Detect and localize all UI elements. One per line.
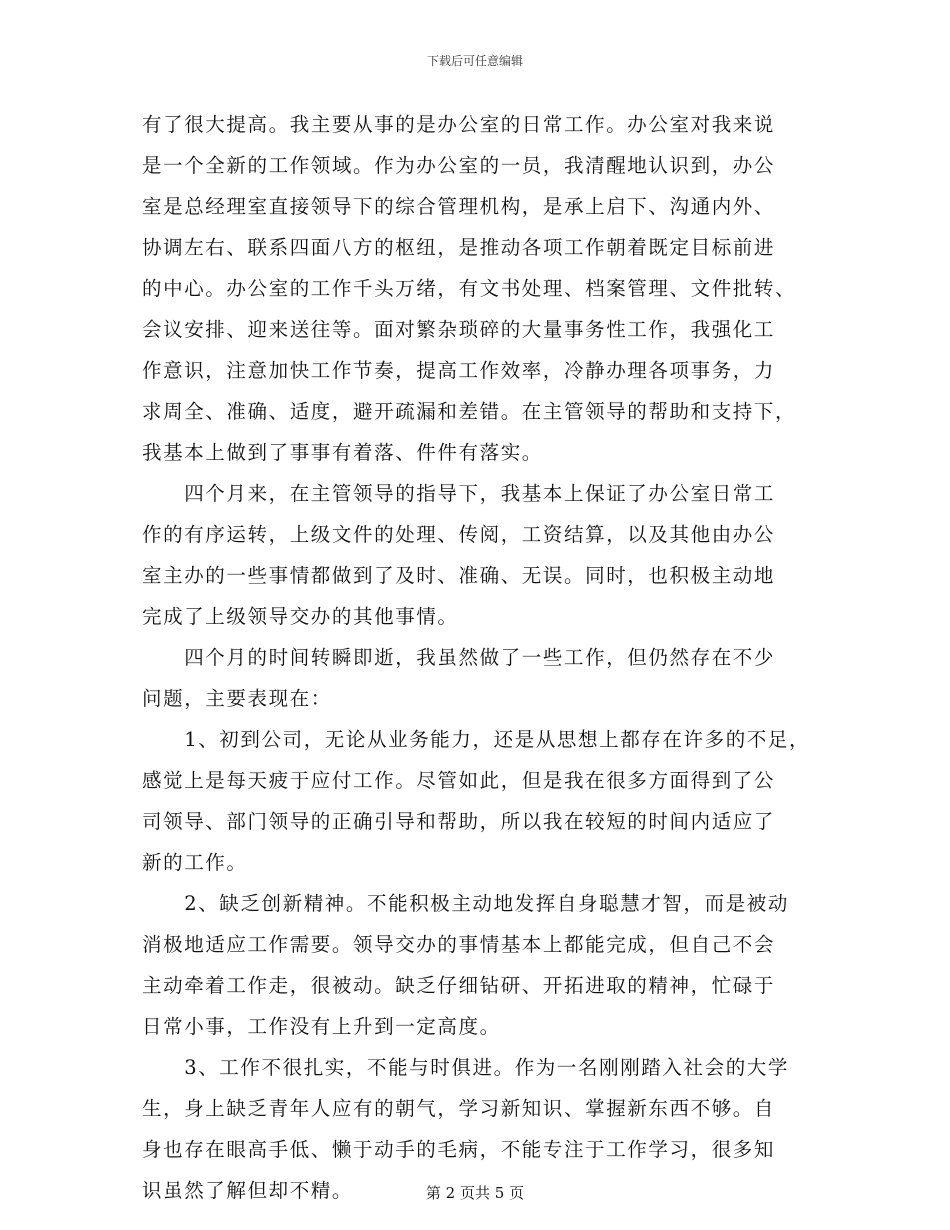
- text-line: 新的工作。: [142, 851, 248, 874]
- text-line: 是一个全新的工作领域。作为办公室的一员，我清醒地认识到，办公: [142, 154, 776, 177]
- text-line: 主动牵着工作走，很被动。缺乏仔细钻研、开拓进取的精神，忙碌于: [142, 974, 776, 997]
- text-line: 有了很大提高。我主要从事的是办公室的日常工作。办公室对我来说: [142, 113, 776, 136]
- text-line: 会议安排、迎来送往等。面对繁杂琐碎的大量事务性工作，我强化工: [142, 318, 776, 341]
- text-line: 室主办的一些事情都做到了及时、准确、无误。同时，也积极主动地: [142, 564, 776, 587]
- text-line: 身也存在眼高手低、懒于动手的毛病，不能专注于工作学习，很多知: [142, 1138, 776, 1161]
- text-line: 3、工作不很扎实，不能与时俱进。作为一名刚刚踏入社会的大学: [142, 1056, 790, 1079]
- text-line: 的中心。办公室的工作千头万绪，有文书处理、档案管理、文件批转、: [142, 277, 797, 300]
- text-line: 室是总经理室直接领导下的综合管理机构，是承上启下、沟通内外、: [142, 195, 776, 218]
- text-line: 感觉上是每天疲于应付工作。尽管如此，但是我在很多方面得到了公: [142, 769, 776, 792]
- text-line: 作的有序运转，上级文件的处理、传阅，工资结算，以及其他由办公: [142, 523, 776, 546]
- text-line: 日常小事，工作没有上升到一定高度。: [142, 1015, 501, 1038]
- page-number: 第 2 页共 5 页: [425, 1184, 525, 1202]
- text-line: 生，身上缺乏青年人应有的朝气，学习新知识、掌握新东西不够。自: [142, 1097, 776, 1120]
- text-line: 四个月来，在主管领导的指导下，我基本上保证了办公室日常工: [142, 482, 776, 505]
- page-header-note: 下载后可任意编辑: [426, 54, 523, 68]
- text-line: 问题，主要表现在：: [142, 687, 332, 710]
- document-body: [142, 104, 822, 1211]
- text-line: 我基本上做到了事事有着落、件件有落实。: [142, 441, 543, 464]
- text-line: 四个月的时间转瞬即逝，我虽然做了一些工作，但仍然存在不少: [142, 646, 776, 669]
- text-line: 协调左右、联系四面八方的枢纽，是推动各项工作朝着既定目标前进: [142, 236, 776, 259]
- text-line: 作意识，注意加快工作节奏，提高工作效率，冷静办理各项事务，力: [142, 359, 776, 382]
- text-line: 消极地适应工作需要。领导交办的事情基本上都能完成，但自己不会: [142, 933, 776, 956]
- text-line: 司领导、部门领导的正确引导和帮助，所以我在较短的时间内适应了: [142, 810, 776, 833]
- text-line: 完成了上级领导交办的其他事情。: [142, 605, 459, 628]
- text-line: 2、缺乏创新精神。不能积极主动地发挥自身聪慧才智，而是被动: [142, 892, 790, 915]
- text-line: 求周全、准确、适度，避开疏漏和差错。在主管领导的帮助和支持下，: [142, 400, 797, 423]
- text-line: 1、初到公司，无论从业务能力，还是从思想上都存在许多的不足，: [142, 728, 811, 751]
- text-line: 识虽然了解但却不精。: [142, 1179, 354, 1202]
